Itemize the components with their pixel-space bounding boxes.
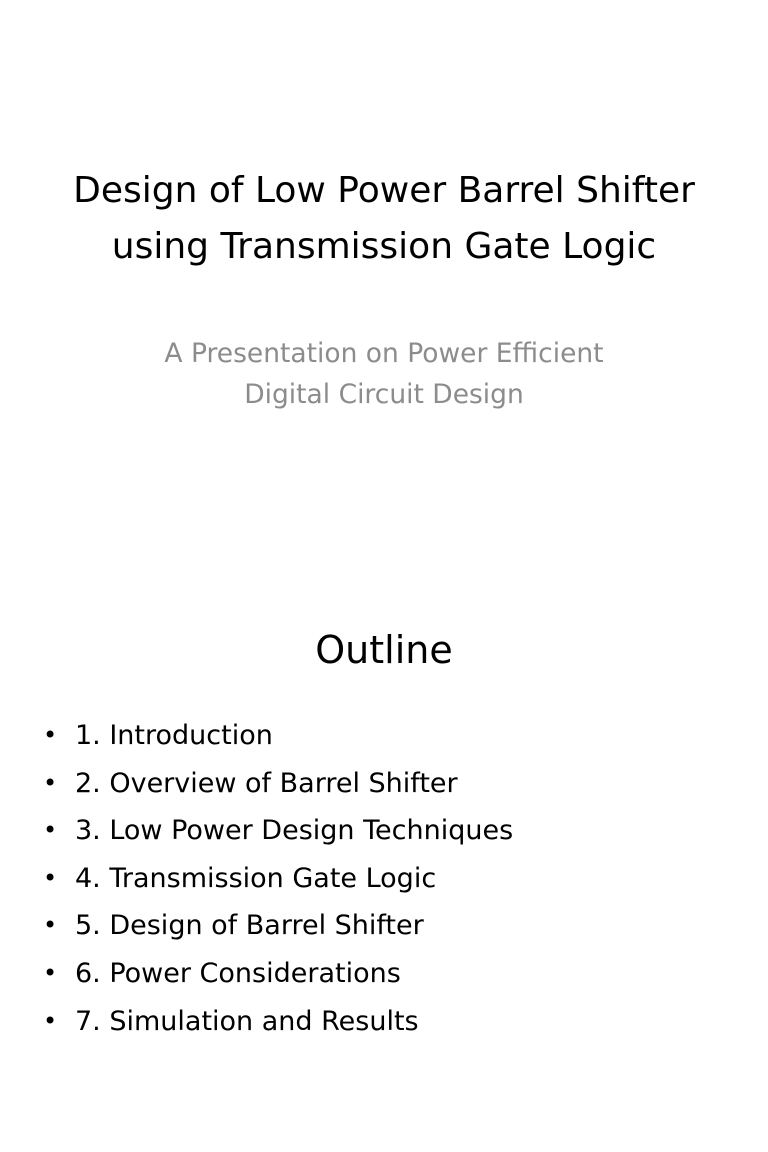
list-item — [38, 760, 513, 808]
list-item — [38, 998, 513, 1046]
bullet-icon: • — [43, 911, 58, 940]
list-item-text: 7. Simulation and Results — [75, 1005, 419, 1037]
list-item-text: 3. Low Power Design Techniques — [75, 815, 514, 847]
list-item — [38, 807, 513, 855]
list-item-text: 5. Design of Barrel Shifter — [75, 910, 424, 942]
presentation-title: Design of Low Power Barrel Shifter using Transmission Gate Logic — [73, 170, 695, 267]
presentation-subtitle: A Presentation on Power Efficient Digital Circuit Design — [164, 338, 604, 410]
bullet-icon: • — [43, 1006, 58, 1035]
bullet-icon: • — [43, 721, 58, 749]
outline-list — [38, 712, 513, 1045]
list-item — [38, 712, 513, 760]
list-item-text: 6. Power Considerations — [75, 957, 401, 989]
outline-title: Outline — [315, 628, 453, 672]
list-item — [38, 855, 513, 903]
list-item-text: 4. Transmission Gate Logic — [75, 862, 437, 894]
list-item — [38, 902, 513, 950]
outline-slide — [0, 576, 768, 1152]
bullet-icon: • — [43, 863, 58, 892]
bullet-icon: • — [43, 768, 58, 797]
bullet-icon: • — [43, 958, 58, 987]
list-item-text: 2. Overview of Barrel Shifter — [75, 767, 458, 799]
list-item-text: 1. Introduction — [75, 720, 273, 751]
list-item — [38, 950, 513, 998]
bullet-icon: • — [43, 816, 58, 845]
